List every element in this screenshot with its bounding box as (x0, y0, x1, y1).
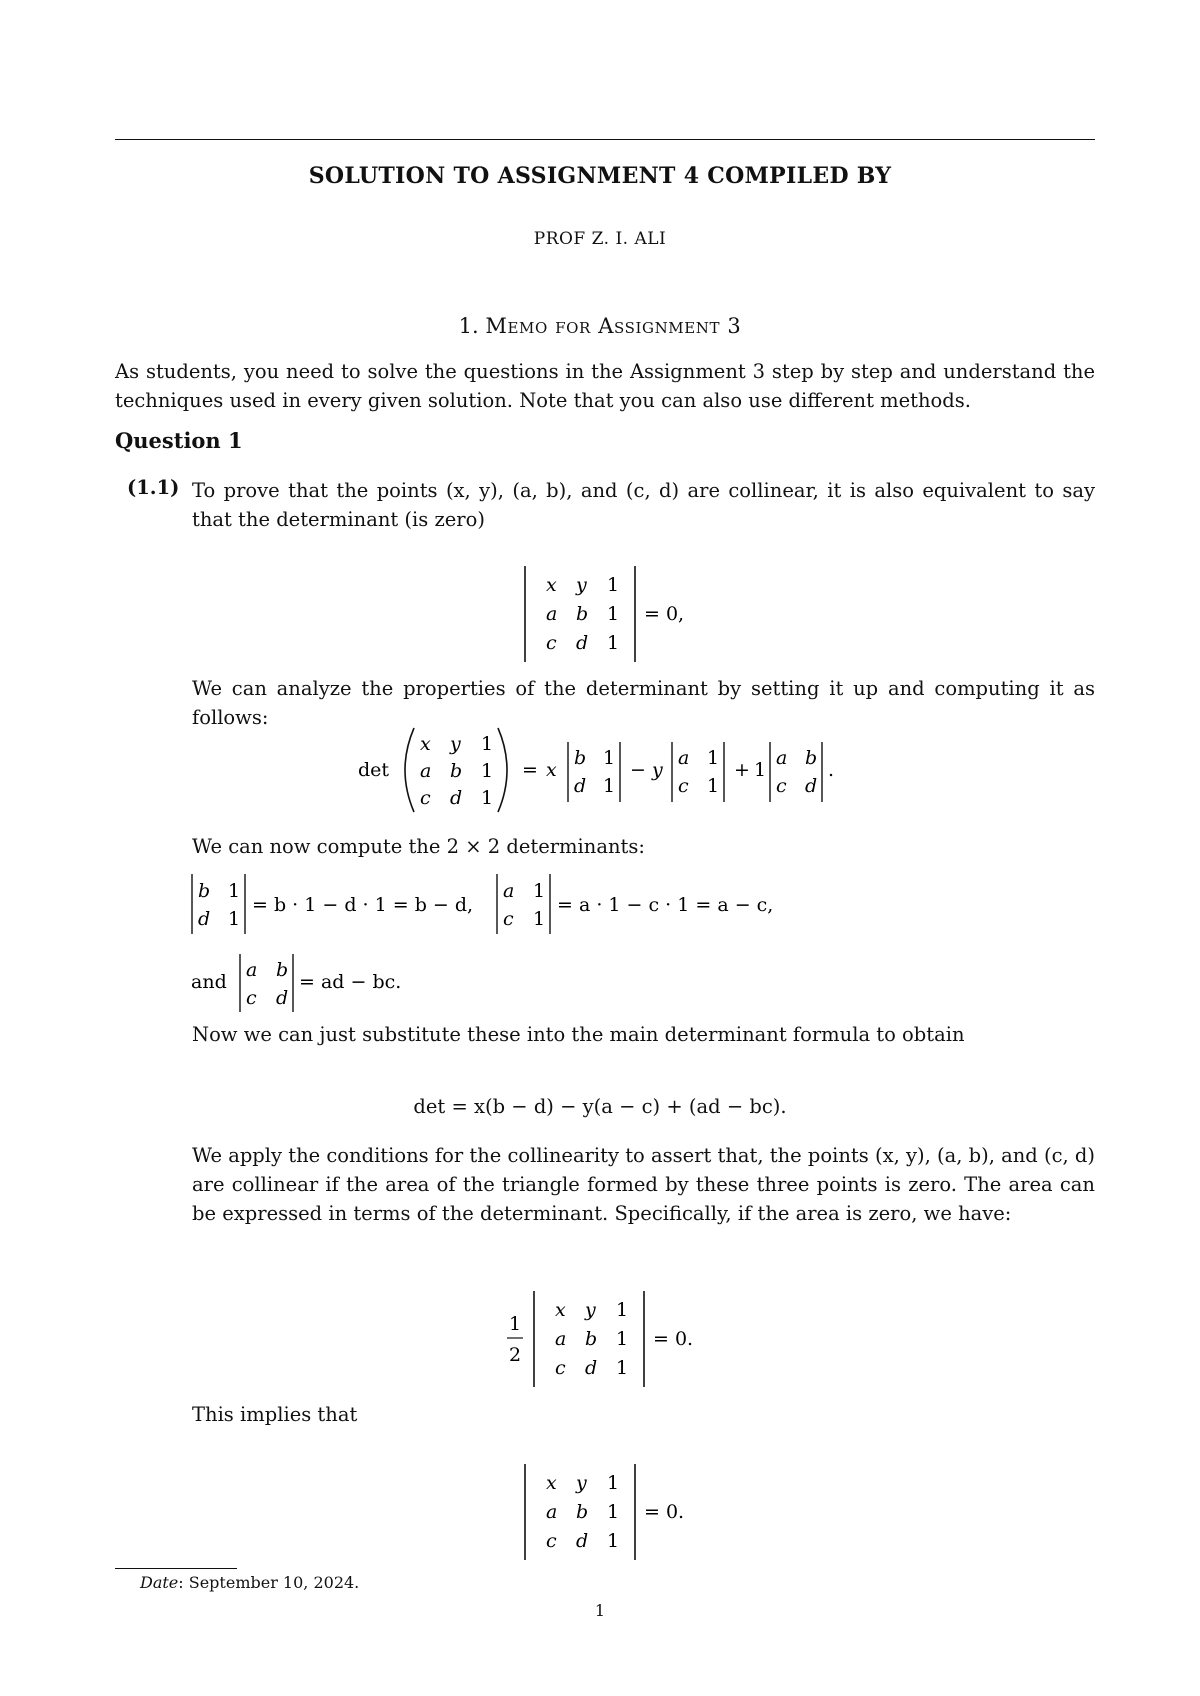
cell: d (576, 1530, 589, 1552)
determinant-equation-final (510, 1458, 700, 1566)
coef-x: x (546, 759, 557, 781)
collinearity-paragraph: We apply the conditions for the collinearity to assert that, the points (x, y), (a, b), and (c, d) are collinear if the area of the triangle formed by these three points is zero. The area can be expressed in terms of the determinant. Specifically, if the area is zero, we have: (192, 1144, 1095, 1225)
minor2-result: = a · 1 − c · 1 = a − c, (557, 894, 774, 916)
minor3-equation-line (185, 948, 445, 1018)
half-numerator: 1 (509, 1313, 522, 1335)
cell: a (503, 880, 515, 902)
cell: a (776, 747, 788, 769)
cell: 1 (481, 733, 494, 755)
cell: 1 (607, 632, 620, 654)
cell: d (585, 1357, 598, 1379)
cell: 1 (607, 603, 620, 625)
cell: 1 (616, 1357, 629, 1379)
cell: b (276, 959, 289, 981)
cell: x (420, 733, 431, 755)
paren-right (498, 728, 507, 812)
cell: 1 (707, 747, 720, 769)
and-word: and (191, 971, 227, 993)
cell: b (576, 603, 589, 625)
minor1-result: = b · 1 − d · 1 = b − d, (252, 894, 474, 916)
cell: 1 (228, 908, 241, 930)
coef-one: 1 (754, 759, 767, 781)
cell: b (198, 880, 211, 902)
cell: 1 (707, 775, 720, 797)
question-heading: Question 1 (115, 428, 243, 453)
cell: b (576, 1501, 589, 1523)
cell: b (450, 760, 463, 782)
substitute-paragraph: Now we can just substitute these into the main determinant formula to obtain (192, 1023, 965, 1046)
item-number: (1.1) (127, 476, 180, 499)
cell: y (576, 1472, 587, 1494)
analyze-paragraph: We can analyze the properties of the determinant by setting it up and computing it as follows: (192, 677, 1095, 729)
equals-zero: = 0. (653, 1328, 694, 1350)
top-rule (115, 139, 1095, 140)
cell: a (246, 959, 258, 981)
det-label: det (358, 759, 390, 781)
equals-zero: = 0. (644, 1501, 685, 1523)
cell: c (246, 987, 257, 1009)
compute-2x2-paragraph: We can now compute the 2 × 2 determinants: (192, 835, 645, 858)
plus: + (734, 759, 750, 781)
cell: a (546, 1501, 558, 1523)
footnote-rule (115, 1568, 237, 1569)
item-text: To prove that the points (x, y), (a, b), and (c, d) are collinear, it is also equivalent to say that the determinant (is zero) (192, 479, 1095, 531)
cell: 1 (607, 1472, 620, 1494)
minor3-result: = ad − bc. (299, 971, 402, 993)
cell: d (805, 775, 818, 797)
cell: y (576, 574, 587, 596)
cell: d (574, 775, 587, 797)
cell: a (420, 760, 432, 782)
cell: 1 (607, 574, 620, 596)
footnote-text: : September 10, 2024. (178, 1573, 360, 1592)
cell: b (585, 1328, 598, 1350)
cell: c (546, 632, 557, 654)
cell: c (546, 1530, 557, 1552)
cell: 1 (616, 1328, 629, 1350)
cell: c (420, 787, 431, 809)
cell: x (546, 574, 557, 596)
half-determinant-equation (505, 1285, 715, 1393)
cell: b (574, 747, 587, 769)
author-line: PROF Z. I. ALI (533, 229, 667, 249)
cell: a (678, 747, 690, 769)
determinant-expansion-result: det = x(b − d) − y(a − c) + (ad − bc). (413, 1095, 787, 1118)
half-denominator: 2 (509, 1344, 522, 1366)
equals-zero: = 0, (644, 603, 685, 625)
cell: b (805, 747, 818, 769)
cell: 1 (603, 747, 616, 769)
footnote (140, 1573, 359, 1592)
section-number: 1. (458, 314, 479, 338)
cell: 1 (603, 775, 616, 797)
cell: 1 (607, 1530, 620, 1552)
minus: − (630, 759, 646, 781)
document-title: SOLUTION TO ASSIGNMENT 4 COMPILED BY (308, 163, 892, 189)
minors-equation-line (185, 868, 805, 938)
cell: 1 (616, 1299, 629, 1321)
footnote-label: Date (140, 1573, 179, 1592)
paren-left (405, 728, 414, 812)
cell: 1 (228, 880, 241, 902)
page-number: 1 (594, 1601, 606, 1620)
cell: x (555, 1299, 566, 1321)
cell: a (555, 1328, 567, 1350)
section-heading (0, 314, 1200, 338)
equals: = (522, 759, 538, 781)
cell: 1 (533, 908, 546, 930)
matrix-cells (546, 574, 619, 654)
cell: d (576, 632, 589, 654)
cell: y (585, 1299, 596, 1321)
cell: c (555, 1357, 566, 1379)
cofactor-expansion (350, 720, 870, 820)
implies-paragraph: This implies that (192, 1403, 358, 1426)
cell: c (776, 775, 787, 797)
cell: 1 (533, 880, 546, 902)
coef-y: y (652, 759, 663, 781)
cell: c (503, 908, 514, 930)
section-title: Memo for Assignment 3 (485, 314, 742, 338)
cell: x (546, 1472, 557, 1494)
cell: d (276, 987, 289, 1009)
cell: c (678, 775, 689, 797)
cell: 1 (481, 787, 494, 809)
cell: 1 (607, 1501, 620, 1523)
period: . (828, 759, 835, 781)
cell: 1 (481, 760, 494, 782)
cell: d (198, 908, 211, 930)
determinant-equation-1 (510, 560, 700, 668)
intro-paragraph: As students, you need to solve the questions in the Assignment 3 step by step and understand the techniques used in every given solution. Note that you can also use different methods. (115, 360, 1095, 412)
cell: d (450, 787, 463, 809)
cell: a (546, 603, 558, 625)
cell: y (450, 733, 461, 755)
